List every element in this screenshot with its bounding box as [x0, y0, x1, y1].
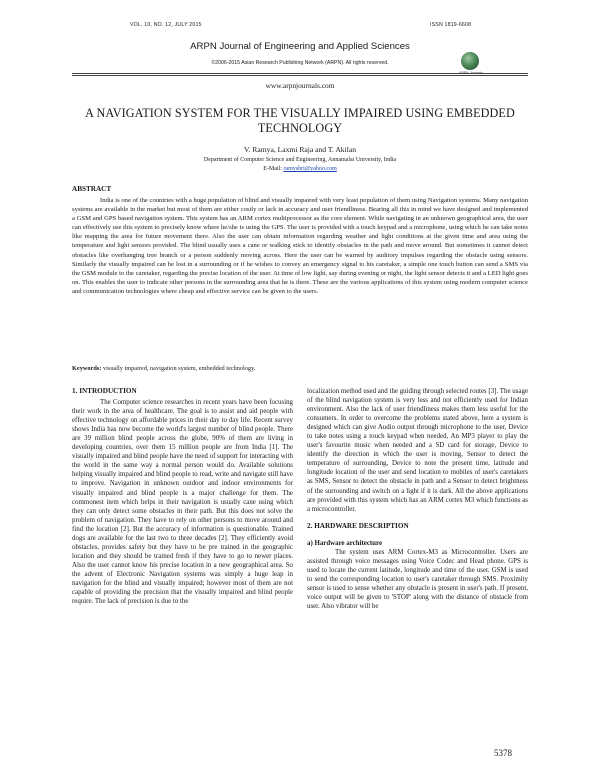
right-paragraph: localization method used and the guiding through selected routes [3]. The usage of the blind navigation system is very less and not efficiently used for Indian environment. Also the lack of user friendliness makes them less useful for the consumers. In order to overcome the problems stated above, here a system is designed which can give Audio output through microphone to the user, Device to take notes using a touch keypad when needed, An MP3 player to play the user's favourite music when needed and a SD card for storage, Device to identify the direction in which the user is moving, Sensor to detect the temperature of surrounding, Device to note the present time, latitude and longitude location of the user and send location to mobiles of user's caretakers as SMS, Sensor to detect the obstacle in path and a Sensor to detect brightness of the surrounding and switch on a light if it is dark. All the above applications are provided with this system which has an ARM cortex M3 which functions as a microcontroller. — [307, 388, 528, 513]
email-line — [0, 166, 600, 172]
abstract-body — [72, 196, 528, 296]
abstract-text: India is one of the countries with a huge population of blind and visually impaired with very least population of them using Navigation systems. Many navigation systems are available in the market but most of them are either costly or lack in accuracy and user friendliness. Bearing all this in mind we have designed and implemented a GSM and GPS based navigation system. This system has an ARM cortex multiprocessor as the core element. While navigating in an unknown geographical area, the user can effectively use this system to precisely know where he/she is using the GPS. The user is provided with a touch keypad and a microphone, using which he can take notes like mapping the area for future movement there. Also the user can obtain information regarding weather and light conditions at the given time and area using the temperature and light sensors provided. The blind usually uses a cane or walking stick to identify obstacles in the path and move around. But sometimes it cannot detect obstacles like overhanging tree branch or a person suddenly moving across. Here the user can be warned by auditory impulses regarding the obstacle using sensors. Similarly the visually impaired can be lost in a surrounding or if he wishes to convey an emergency signal to his caretaker, a simple one touch button can send a SMS via the GSM module to the caretaker, regarding the precise location of the user. At time of low light, say during evening or night, the light sensor detects it and a LED light goes on. This enables the user to indicate other persons in the surrounding area that he is there. These are the various applications of this system using modern computer science and communication technologies where cheap and effective service can be given to the users. — [72, 197, 528, 295]
left-column — [72, 387, 293, 606]
copyright-line: ©2006-2015 Asian Research Publishing Network (ARPN). All rights reserved. — [211, 60, 389, 66]
website-link[interactable]: www.arpnjournals.com — [265, 81, 335, 90]
keywords-label: Keywords: — [72, 365, 102, 372]
hardware-paragraph: The system uses ARM Cortex-M3 as Microcontroller. Users are assisted through voice messages using Voice Codec and Head phone. GPS is used to locate the current latitude, longitude and time of the user. GSM is used to send the corresponding location to user's caretaker through SMS. Proximity sensor is used to sense whether any obstacle is present in user's path. If present, voice output will be given to 'STOP' along with the distance of obstacle from user. Also vibrator will be — [307, 548, 528, 611]
hardware-heading: 2. HARDWARE DESCRIPTION — [307, 521, 409, 530]
affiliation: Department of Computer Science and Engineering, Annamalai University, India — [203, 157, 397, 163]
issn: ISSN 1819-6608 — [430, 22, 472, 28]
email-link[interactable]: ramyshri@yahoo.com — [283, 166, 337, 172]
journal-title: ARPN Journal of Engineering and Applied Sciences — [190, 41, 410, 52]
authors: V. Ramya, Laxmi Raja and T. Akilan — [244, 145, 356, 154]
paper-title: A NAVIGATION SYSTEM FOR THE VISUALLY IMPAIRED USING EMBEDDED TECHNOLOGY — [85, 106, 515, 135]
page-number: 5378 — [494, 748, 512, 758]
header-rule — [72, 73, 528, 74]
email-label: E-Mail: — [263, 166, 284, 172]
arpn-logo-icon — [461, 52, 479, 70]
right-column — [307, 387, 528, 611]
volume-line: VOL. 10, NO. 12, JULY 2015 — [130, 22, 202, 28]
hardware-subheading: a) Hardware architecture — [307, 539, 383, 547]
keywords-line — [72, 365, 528, 372]
header-rule-thin — [72, 75, 528, 76]
intro-heading: 1. INTRODUCTION — [72, 387, 137, 395]
abstract-heading: ABSTRACT — [72, 185, 112, 193]
keywords-text: visually impaired, navigation system, embedded technology. — [101, 365, 256, 372]
intro-paragraph: The Computer science researches in recent years have been focusing their work in the area of healthcare. The goal is to assist and aid people with effective technology on affordable prices in their day to day life. Recent survey shows India has now become the world's largest number of blind people. There are 39 million blind people across the globe, 90% of them are living in developing countries, over them 15 million people are from India [1]. The visually impaired and blind people have the need of support for interacting with the world in the same way a normal person would do. Available solutions helping visually impaired and blind people to read, write and navigate still have to improve. Navigation in unknown outdoor and indoor environments for visually impaired and blind people is a major challenge for them. The commonest item which helps in their navigation is usually cane using which they can only detect some obstacles in their path. But this does not solve the problem of navigation. They have to rely on other persons to move around and find the location [2]. But the accuracy of information is questionable. Trained dogs are available for the last two to three decades [2]. They efficiently avoid obstacles, provides safety but they have to be pre trained in the geographic location and they should be trained fresh if they have to go to newer places. Also the user cannot know his precise location in a new geographical area. So the advent of Electronic Navigation systems was simply a huge leap in navigation for the blind and visually impaired; however most of them are not capable of providing the precision that the visually impaired and blind people require. The lack of precision is due to the — [72, 399, 293, 606]
